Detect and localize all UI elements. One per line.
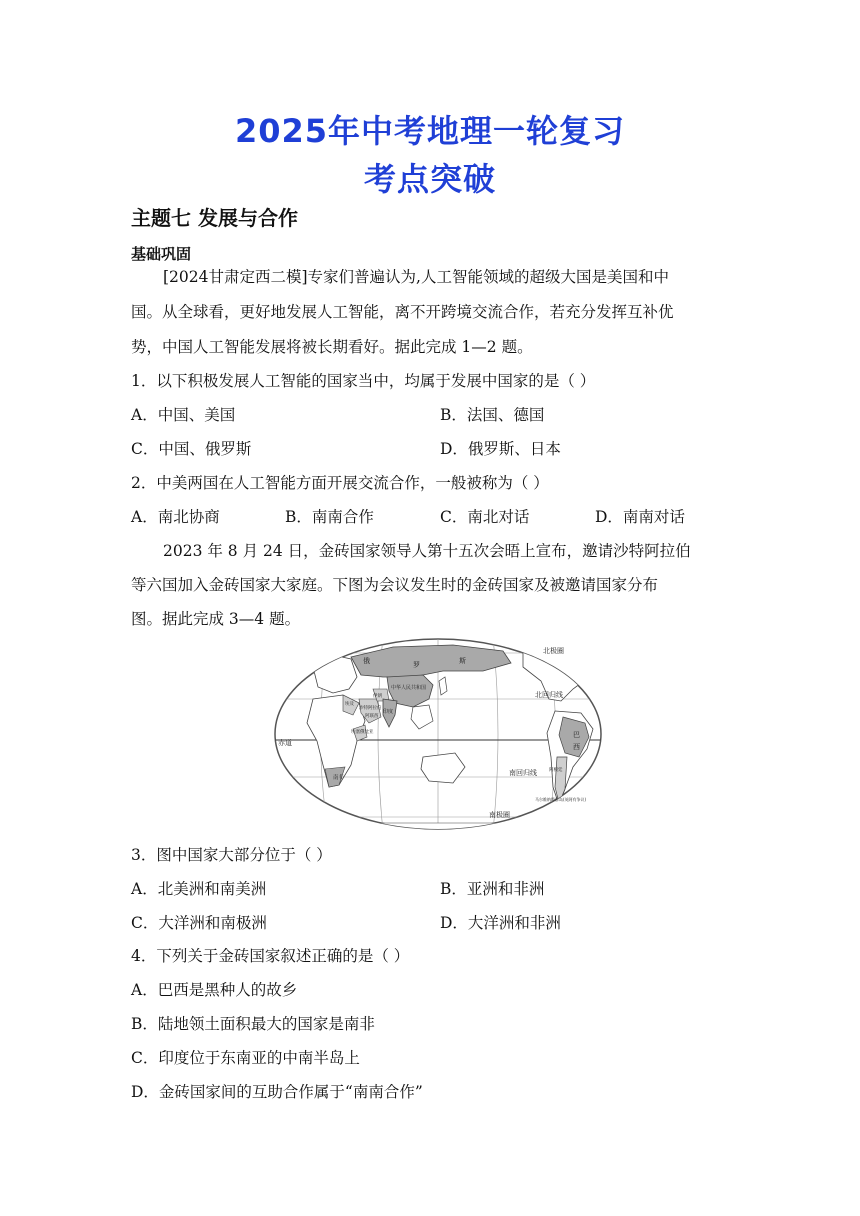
map-label-tropic-cancer: 北回归线 — [535, 691, 563, 699]
map-label-saudi: 沙特阿拉伯 — [359, 706, 382, 711]
map-label-equator: 赤道 — [278, 739, 292, 747]
q4-option-b: B．陆地领土面积最大的国家是南非 — [131, 1015, 375, 1033]
passage2-line3: 图。据此完成 3—4 题。 — [131, 610, 301, 628]
map-label-russia-3: 斯 — [459, 657, 466, 665]
map-label-falklands: 马尔维纳斯群岛(英阿有争议) — [535, 797, 587, 802]
q2-option-a: A．南北协商 — [131, 508, 220, 526]
map-label-argentina: 阿根廷 — [549, 768, 563, 773]
q3-option-a: A．北美洲和南美洲 — [131, 880, 267, 898]
map-label-brazil-2: 西 — [573, 743, 580, 751]
world-map-svg — [273, 637, 603, 831]
q2-option-d: D．南南对话 — [595, 508, 685, 526]
map-label-antarctic-circle: 南极圈 — [489, 811, 510, 819]
map-label-tropic-capricorn: 南回归线 — [509, 769, 537, 777]
q1-option-a: A．中国、美国 — [131, 406, 236, 424]
q4-stem: 4．下列关于金砖国家叙述正确的是（ ） — [131, 947, 410, 965]
q4-option-c: C．印度位于东南亚的中南半岛上 — [131, 1049, 360, 1067]
q2-option-b: B．南南合作 — [285, 508, 374, 526]
map-label-egypt: 埃及 — [345, 702, 354, 707]
passage1-line3: 势，中国人工智能发展将被长期看好。据此完成 1—2 题。 — [131, 338, 533, 356]
section-heading: 基础巩固 — [131, 245, 192, 263]
passage2-line2: 等六国加入金砖国家大家庭。下图为会议发生时的金砖国家及被邀请国家分布 — [131, 576, 659, 594]
document-title-line2: 考点突破 — [363, 160, 496, 198]
map-label-brazil-1: 巴 — [573, 731, 580, 739]
map-label-iran: 伊朗 — [373, 694, 382, 699]
map-label-uae: 阿联酋 — [365, 714, 379, 719]
q2-stem: 2．中美两国在人工智能方面开展交流合作，一般被称为（ ） — [131, 474, 549, 492]
map-label-arctic-circle: 北极圈 — [543, 647, 564, 655]
q1-stem: 1．以下积极发展人工智能的国家当中，均属于发展中国家的是（ ） — [131, 372, 596, 390]
q1-option-d: D．俄罗斯、日本 — [440, 440, 561, 458]
map-label-russia-1: 俄 — [363, 657, 370, 665]
map-label-south-africa: 南非 — [333, 775, 345, 781]
map-label-india: 印度 — [383, 709, 394, 715]
q4-option-d: D．金砖国家间的互助合作属于“南南合作” — [131, 1083, 423, 1101]
brics-world-map — [273, 637, 603, 831]
map-label-china: 中华人民共和国 — [391, 685, 427, 691]
passage1-line1: [2024甘肃定西二模]专家们普遍认为,人工智能领域的超级大国是美国和中 — [163, 268, 669, 286]
passage1-line2: 国。从全球看，更好地发展人工智能，离不开跨境交流合作，若充分发挥互补优 — [131, 303, 674, 321]
passage2-line1: 2023 年 8 月 24 日，金砖国家领导人第十五次会晤上宣布，邀请沙特阿拉伯 — [163, 542, 691, 560]
q1-option-c: C．中国、俄罗斯 — [131, 440, 252, 458]
q3-option-c: C．大洋洲和南极洲 — [131, 914, 267, 932]
q3-option-b: B．亚洲和非洲 — [440, 880, 545, 898]
q4-option-a: A．巴西是黑种人的故乡 — [131, 981, 298, 999]
q3-option-d: D．大洋洲和非洲 — [440, 914, 561, 932]
q2-option-c: C．南北对话 — [440, 508, 530, 526]
document-title-line1: 2025年中考地理一轮复习 — [234, 112, 626, 150]
map-label-ethiopia: 埃塞俄比亚 — [351, 730, 374, 735]
topic-heading: 主题七 发展与合作 — [131, 206, 298, 230]
q1-option-b: B．法国、德国 — [440, 406, 545, 424]
map-label-russia-2: 罗 — [413, 661, 420, 669]
q3-stem: 3．图中国家大部分位于（ ） — [131, 846, 332, 864]
